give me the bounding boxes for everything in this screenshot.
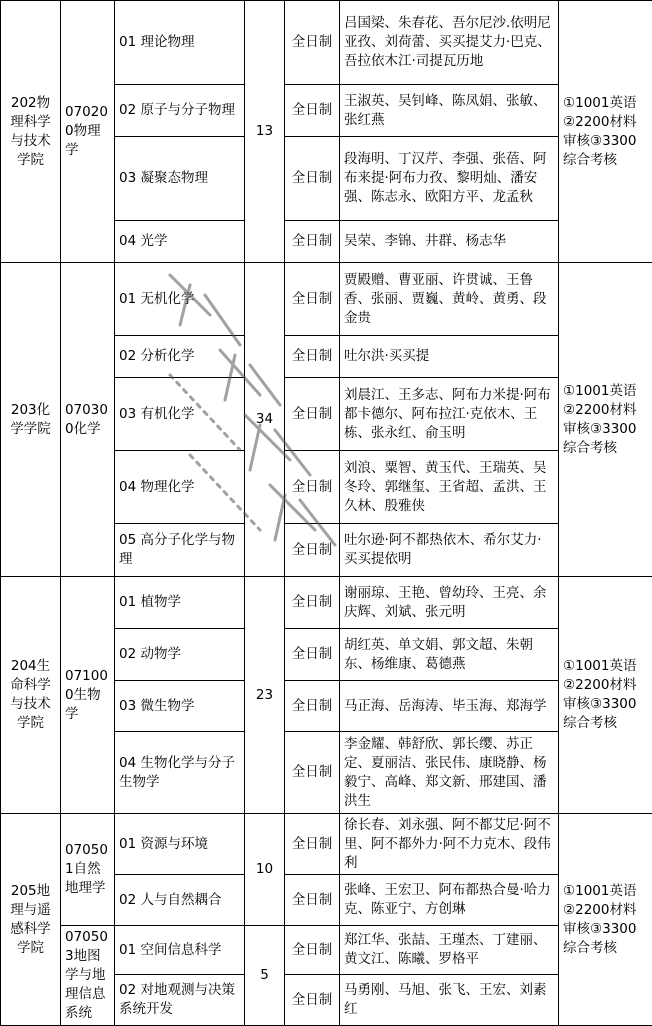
study-mode-cell: 全日制: [285, 451, 340, 524]
quota-cell: 10: [245, 814, 285, 926]
college-cell: 205地理与遥感科学学院: [1, 814, 61, 1026]
study-mode-cell: 全日制: [285, 732, 340, 814]
exam-subjects-cell: ①1001英语②2200材料审核③3300综合考核: [559, 577, 652, 814]
direction-cell: 01 无机化学: [115, 263, 245, 336]
supervisors-cell: 马勇刚、马旭、张飞、王宏、刘素红: [340, 975, 559, 1026]
direction-cell: 03 凝聚态物理: [115, 137, 245, 221]
quota-cell: 13: [245, 1, 285, 263]
supervisors-cell: 段海明、丁汉芹、李强、张蓓、阿布来提·阿布力孜、黎明灿、潘安强、陈志永、欧阳方平、龙孟秋: [340, 137, 559, 221]
direction-cell: 01 植物学: [115, 577, 245, 629]
exam-subjects-cell: ①1001英语②2200材料审核③3300综合考核: [559, 263, 652, 577]
major-cell: 070300化学: [61, 263, 115, 577]
direction-cell: 02 原子与分子物理: [115, 85, 245, 137]
supervisors-cell: 吕国梁、朱春花、吾尔尼沙.依明尼亚孜、刘荷蕾、买买提艾力·巴克、吾拉依木江·司提瓦历地: [340, 1, 559, 85]
college-cell: 203化学学院: [1, 263, 61, 577]
direction-cell: 02 分析化学: [115, 336, 245, 378]
direction-cell: 05 高分子化学与物理: [115, 524, 245, 577]
study-mode-cell: 全日制: [285, 875, 340, 926]
supervisors-cell: 吴荣、李锦、井群、杨志华: [340, 221, 559, 263]
supervisors-cell: 贾殿赠、曹亚丽、许贯诚、王鲁香、张丽、贾巍、黄岭、黄勇、段金贵: [340, 263, 559, 336]
major-cell: 070200物理学: [61, 1, 115, 263]
direction-cell: 02 对地观测与决策系统开发: [115, 975, 245, 1026]
table-row: [1, 926, 652, 975]
supervisors-cell: 郑江华、张喆、王瑾杰、丁建丽、黄文江、陈曦、罗格平: [340, 926, 559, 975]
supervisors-cell: 李金耀、韩舒欣、郭长缨、苏正定、夏丽洁、张民伟、康晓静、杨毅宁、高峰、郑文新、邢建国、潘洪生: [340, 732, 559, 814]
supervisors-cell: 刘晨江、王多志、阿布力米提·阿布都卡德尔、阿布拉江·克依木、王栋、张永红、俞玉明: [340, 378, 559, 451]
study-mode-cell: 全日制: [285, 378, 340, 451]
supervisors-cell: 马正海、岳海涛、毕玉海、郑海学: [340, 681, 559, 732]
quota-cell: 5: [245, 926, 285, 1026]
college-cell: 202物理科学与技术学院: [1, 1, 61, 263]
study-mode-cell: 全日制: [285, 629, 340, 681]
direction-cell: 01 资源与环境: [115, 814, 245, 875]
table-row: [1, 814, 652, 875]
study-mode-cell: 全日制: [285, 814, 340, 875]
study-mode-cell: 全日制: [285, 336, 340, 378]
supervisors-cell: 刘浪、粟智、黄玉代、王瑞英、吴冬玲、郭继玺、王省超、孟洪、王久林、殷雅侠: [340, 451, 559, 524]
quota-cell: 23: [245, 577, 285, 814]
direction-cell: 01 理论物理: [115, 1, 245, 85]
supervisors-cell: 王淑英、吴钊峰、陈凤娟、张敏、张红燕: [340, 85, 559, 137]
major-cell: 070503地图学与地理信息系统: [61, 926, 115, 1026]
direction-cell: 04 生物化学与分子生物学: [115, 732, 245, 814]
supervisors-cell: 谢丽琼、王艳、曾幼玲、王亮、余庆辉、刘斌、张元明: [340, 577, 559, 629]
study-mode-cell: 全日制: [285, 524, 340, 577]
exam-subjects-cell: ①1001英语②2200材料审核③3300综合考核: [559, 814, 652, 1026]
supervisors-cell: 徐长春、刘永强、阿不都艾尼·阿不里、阿不都外力·阿不力克木、段伟利: [340, 814, 559, 875]
study-mode-cell: 全日制: [285, 263, 340, 336]
direction-cell: 02 人与自然耦合: [115, 875, 245, 926]
college-cell: 204生命科学与技术学院: [1, 577, 61, 814]
study-mode-cell: 全日制: [285, 85, 340, 137]
direction-cell: 01 空间信息科学: [115, 926, 245, 975]
major-cell: 071000生物学: [61, 577, 115, 814]
study-mode-cell: 全日制: [285, 681, 340, 732]
supervisors-cell: 胡红英、单文娟、郭文超、朱朝东、杨维康、葛德燕: [340, 629, 559, 681]
quota-cell: 34: [245, 263, 285, 577]
study-mode-cell: 全日制: [285, 975, 340, 1026]
table-row: [1, 1, 652, 85]
study-mode-cell: 全日制: [285, 926, 340, 975]
direction-cell: 03 微生物学: [115, 681, 245, 732]
study-mode-cell: 全日制: [285, 137, 340, 221]
study-mode-cell: 全日制: [285, 221, 340, 263]
table-row: [1, 577, 652, 629]
exam-subjects-cell: ①1001英语②2200材料审核③3300综合考核: [559, 1, 652, 263]
study-mode-cell: 全日制: [285, 577, 340, 629]
direction-cell: 04 光学: [115, 221, 245, 263]
study-mode-cell: 全日制: [285, 1, 340, 85]
direction-cell: 04 物理化学: [115, 451, 245, 524]
direction-cell: 03 有机化学: [115, 378, 245, 451]
direction-cell: 02 动物学: [115, 629, 245, 681]
supervisors-cell: 张峰、王宏卫、阿布都热合曼·哈力克、陈亚宁、方创琳: [340, 875, 559, 926]
major-cell: 070501自然地理学: [61, 814, 115, 926]
table-body: [1, 1, 652, 1026]
supervisors-cell: 吐尔洪·买买提: [340, 336, 559, 378]
table-row: [1, 263, 652, 336]
supervisors-cell: 吐尔逊·阿不都热依木、希尔艾力·买买提依明: [340, 524, 559, 577]
